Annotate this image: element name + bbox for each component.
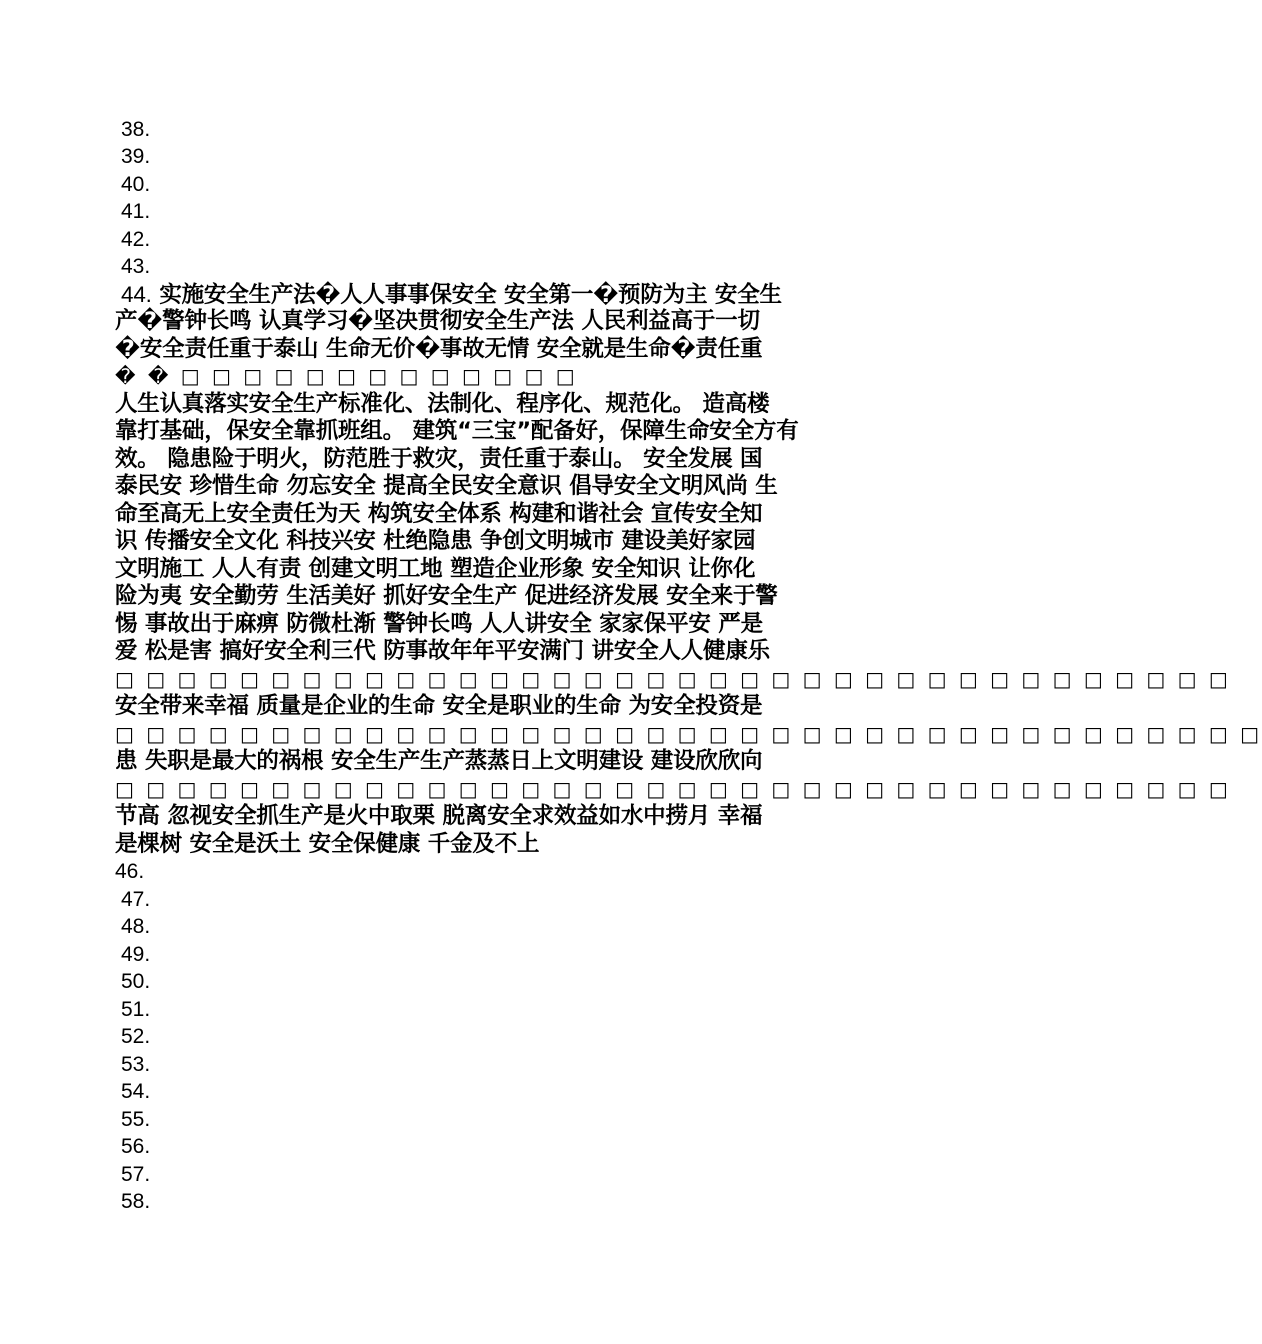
paragraph-line: 爱 松是害 搞好安全利三代 防事故年年平安满门 讲安全人人健康乐 [115, 638, 770, 664]
paragraph-line: 患 失职是最大的祸根 安全生产生产蒸蒸日上文明建设 建设欣欣向 [115, 748, 763, 774]
item-44-number: 44. [121, 282, 152, 307]
paragraph-line: 产�警钟长鸣 认真学习�坚决贯彻安全生产法 人民利益高于一切 [115, 308, 760, 334]
list-number: 41. [121, 200, 151, 223]
list-number: 57. [121, 1163, 151, 1186]
list-number: 46. [115, 860, 145, 883]
list-number: 38. [121, 118, 151, 141]
paragraph-line: 节高 忽视安全抓生产是火中取栗 脱离安全求效益如水中捞月 幸福 [115, 803, 763, 829]
list-number: 51. [121, 998, 151, 1021]
list-number: 48. [121, 915, 151, 938]
list-number: 40. [121, 173, 151, 196]
item-44-text: 实施安全生产法�人人事事保安全 安全第一�预防为主 安全生 [159, 282, 782, 308]
list-number: 53. [121, 1053, 151, 1076]
paragraph-line: 文明施工 人人有责 创建文明工地 塑造企业形象 安全知识 让你化 [115, 556, 756, 582]
list-number: 50. [121, 970, 151, 993]
list-number: 39. [121, 145, 151, 168]
list-number: 54. [121, 1080, 151, 1103]
list-number: 43. [121, 255, 151, 278]
list-number: 49. [121, 943, 151, 966]
paragraph-line: 效。 隐患险于明火，防范胜于救灾，责任重于泰山。 安全发展 国 [115, 446, 763, 472]
list-number: 52. [121, 1025, 151, 1048]
paragraph-line: 惕 事故出于麻痹 防微杜渐 警钟长鸣 人人讲安全 家家保平安 严是 [115, 611, 763, 637]
garbled-glyph-line: □ □ □ □ □ □ □ □ □ □ □ □ □ □ □ □ □ □ □ □ □ □ □ □ □ □ □ □ □ □ □ □ □ □ □ □ □ [115, 722, 1262, 746]
paragraph-line: 泰民安 珍惜生命 勿忘安全 提高全民安全意识 倡导安全文明风尚 生 [115, 473, 778, 499]
paragraph-line: 靠打基础，保安全靠抓班组。 建筑“三宝”配备好，保障生命安全方有 [115, 418, 799, 444]
garbled-glyph-line: □ □ □ □ □ □ □ □ □ □ □ □ □ □ □ □ □ □ □ □ □ □ □ □ □ □ □ □ □ □ □ □ □ □ □ □ [115, 667, 1231, 691]
paragraph-line: 人生认真落实安全生产标准化、法制化、程序化、规范化。 造高楼 [115, 391, 770, 417]
paragraph-line: 是棵树 安全是沃土 安全保健康 千金及不上 [115, 831, 540, 857]
list-number: 42. [121, 228, 151, 251]
paragraph-line: �安全责任重于泰山 生命无价�事故无情 安全就是生命�责任重 [115, 336, 763, 362]
list-number: 47. [121, 888, 151, 911]
garbled-glyph-line: □ □ □ □ □ □ □ □ □ □ □ □ □ □ □ □ □ □ □ □ □ □ □ □ □ □ □ □ □ □ □ □ □ □ □ □ [115, 777, 1231, 801]
paragraph-line: 识 传播安全文化 科技兴安 杜绝隐患 争创文明城市 建设美好家园 [115, 528, 756, 554]
paragraph-line: 安全带来幸福 质量是企业的生命 安全是职业的生命 为安全投资是 [115, 693, 763, 719]
list-number: 56. [121, 1135, 151, 1158]
list-number: 58. [121, 1190, 151, 1213]
paragraph-line: 险为夷 安全勤劳 生活美好 抓好安全生产 促进经济发展 安全来于警 [115, 583, 778, 609]
list-number: 55. [121, 1108, 151, 1131]
paragraph-line: 命至高无上安全责任为天 构筑安全体系 构建和谐社会 宣传安全知 [115, 501, 763, 527]
garbled-glyph-line: � � □ □ □ □ □ □ □ □ □ □ □ □ □ [115, 364, 578, 388]
item-44-first-line [121, 281, 782, 309]
